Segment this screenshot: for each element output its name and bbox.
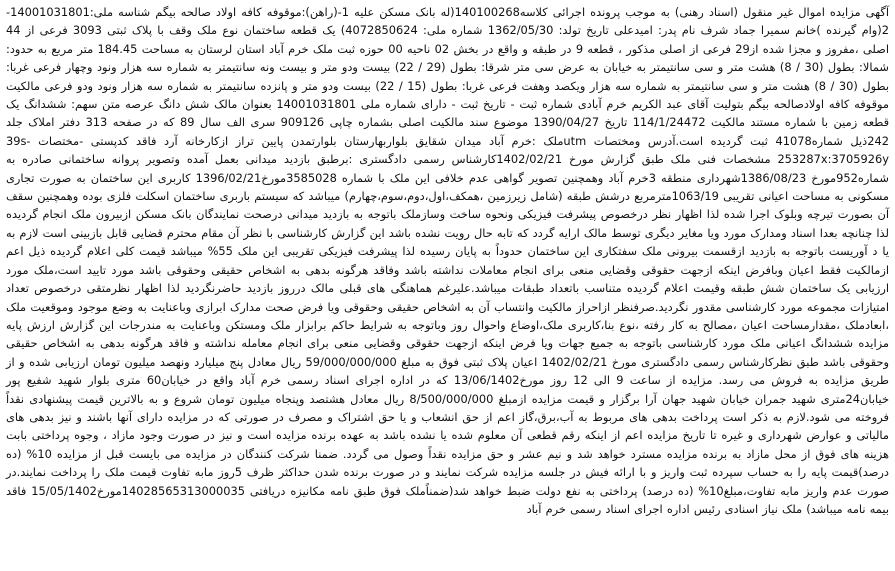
auction-notice-text: آگهی مزایده اموال غیر منقول (اسناد رهنی) به موجب پرونده اجرائی کلاسه140100268(له بانک مسکن علیه 1-(راهن):موقوفه کافه اولاد صالحه بیگم شناسه ملی:14001031801-2(وام گیرنده )خانم سمیرا جماد شرف نام پدر: امیدعلی تاریخ تولد: 1362/05/30 شماره ملی: 4072850624) یک قطعه ساختمان نوع ملک وقف با پلاک ثبتی 3093 فرعی از 44 اصلی ،مفروز و مجزا شده از29 فرعی از اصلی مذکور ، قطعه 9 در طبقه و واقع در بخش 02 ناحیه 00 حوزه ثبت ملک خرم آباد استان لرستان به مساحت 184.45 متر مربع به حدود: شمالا: بطول (30 / 8) هشت متر و سی سانتیمتر به خیابان به عرض سی متر شرقا: بطول (29 / 22) بیست ودو متر و بیست ونه سانتیمتر به شماره سه هزار ونود وچهار فرعی غربا: بطول (30 / 8) هشت متر و سی سانتیمتر به شماره سه هزار ویکصد وهفت فرعی غربا: بطول (15 / 22) بیست ودو متر و پانزده سانتیمتر به شماره سه هزار ونود ودو فرعی مالکیت موقوفه کافه اولادصالحه بیگم بتولیت آقای عبد الکریم خرم آبادی شماره ثبت - تاریخ ثبت - دارای شماره ملی 14001031801 بعنوان مالک شش دانگ عرصه متن سهم: ششدانگ یک قطعه زمین با شماره مستند مالکیت 114/1/24472 تاریخ 1390/04/27 موضوع سند مالکیت اصلی بشماره چاپی 909126 سری الف سال 89 که در صفحه 313 دفتر املاک جلد 242ذیل شماره41078 ثبت گردیده است.آدرس ومختصات utmملک :خرم آباد میدان شقایق بلواربهارستان بلوارتمدن پایین تراز ازکارخانه آرد فاقد کدپستی -مختصات 39s- 253287x:3705926y مشخصات فنی ملک طبق گزارش مورخ 1402/02/21کارشناس رسمی دادگستری :برطبق بازدید میدانی بعمل آمده وتصویر پروانه ساختمانی صادره به شماره952مورخ 1386/08/23شهرداری منطقه 3خرم آباد وهمچنین تصویر گواهی عدم خلافی این ملک با شماره 3585028مورخ1396/02/21 کاربری این ساختمان به صورت تجاری مسکونی به مساحت اعیانی تقریبی 1063/19مترمربع درشش طبقه (شامل زیرزمین ،همکف،اول،دوم،سوم،چهارم) میباشد که سیستم باربری ساختمان اسکلت فلزی بوده وهمچنین سقف آن بصورت تیرچه وبلوک اجرا شده لذا اظهار نظر درخصوص پیشرفت فیزیکی ونحوه ساخت وسازملک باتوجه به بازدید میدانی درصحت نمایندگان بانک مسکن ازبیرون ملک انجام گردیده لذا چنانچه بعدا اسناد ومدارک مورد ویا مغایر دیگری توسط مالک ارایه گردد که تابه حال رویت نشده باشد این گزارش کارشناسی با نظر آن مقام محترم قضایی قابل بازبینی است لازم به یا د آوریست باتوجه به بازدید ازقسمت بیرونی ملک سفتکاری این ساختمان حدوداً به پایان رسیده لذا پیشرفت فیزیکی تقریبی این ملک 55% میباشد قیمت کلی اعلام گردیده ذیل اعم ازمالکیت فقط اعیان وبافرض اینکه ازجهت حقوقی وقضایی منعی برای انجام معاملات نداشته باشد وفاقد هرگونه بدهی به اشخاص حقیقی وحقوقی باشد مورد تایید است،ملک مورد ارزیابی یک ساختمان شش طبقه وقیمت اعلام گردیده متناسب باتعداد طبقات میباشد.علیرغم هماهنگی های قبلی مالک درروز بازدید حاضرنگردید لذا اظهار نظرمتقی درخصوص تعداد امتیازات مجموعه مورد کارشناسی مقدور نگردید.صرفنظر ازاحراز مالکیت وانتساب آن به اشخاص حقیقی وحقوقی ویا فرض صحت مدارک ابرازی وباعنایت به وضع موجود وموقعیت ملک ،ابعادملک ،مقدارمساحت اعیان ،مصالح به کار رفته ،نوع بنا،کاربری ملک،اوضاع واحوال روز وباتوجه به شرایط حاکم برابزار ملک ومستکن وباعنایت به مندرجات این گزارش ارزش پایه مزایده ششدانگ اعیانی ملک مورد کارشناسی باتوجه به جمیع جهات ویا فرض اینکه ازجهت حقوقی وقضایی منعی برای انجام معامله نداشته و فاقد هرگونه بدهی به اشخاص حقیقی وحقوقی باشد طبق نظرکارشناس رسمی دادگستری مورخ 1402/02/21 اعیان پلاک ثبتی فوق به مبلغ 59/000/000/000 ریال معادل پنج میلیارد ونهصد میلیون تومان ارزیابی شده و از طریق مزایده به فروش می رسد. مزایده از ساعت 9 الی 12 روز مورخ13/06/1402 که در اداره اجرای اسناد رسمی خرم آباد واقع در خیابان60 متری بلوار شهید شفیع پور خیابان24متری شهید جمران خیابان شهید جهان آرا برگزار و قیمت مزایده ازمبلغ 8/500/000/000 ریال معادل هشتصد وپنجاه میلیون تومان شروع و به بالاترین قیمت پیشنهادی نقداً فروخته می شود.لازم به ذکر است پرداخت بدهی های مربوط به آب،برق،گاز اعم از حق انشعاب و یا حق اشتراک و مصرف در صورتی که در مزایده دارای آنها باشند و نیز بدهی های مالیاتی و عوارض شهرداری و غیره تا تاریخ مزایده اعم از اینکه رقم قطعی آن معلوم شده یا نشده باشد به عهده برنده مزایده است و نیز در صورت وجود مازاد ، وجوه پرداختی بابت هزینه های فوق از محل مازاد به برنده مزایده مسترد خواهد شد و نیم عشر و حق مزایده نقداً وصول می گردد. ضمنا شرکت کنندگان در مزایده می بایست قبل از مزایده 10% (ده درصد)قیمت پایه را به حساب سپرده ثبت واریز و با ارائه فیش در جلسه مزایده شرکت نمایند و در صورت برنده شدن حداکثر ظرف 5روز مابه تفاوت قیمت ملک را پرداخت نمایند.در صورت عدم واریز مابه تفاوت،مبلغ10% (ده درصد) پرداختی به نفع دولت ضبط خواهد شد(ضمناًملک فوق طبق نامه مکانیزه دریافتی 14028565313000035مورخ15/05/1402 فاقد بیمه نامه میباشد) ملک نیاز اسنادی رئیس اداره اجرای اسناد رسمی خرم آباد bbox=[6, 5, 890, 516]
